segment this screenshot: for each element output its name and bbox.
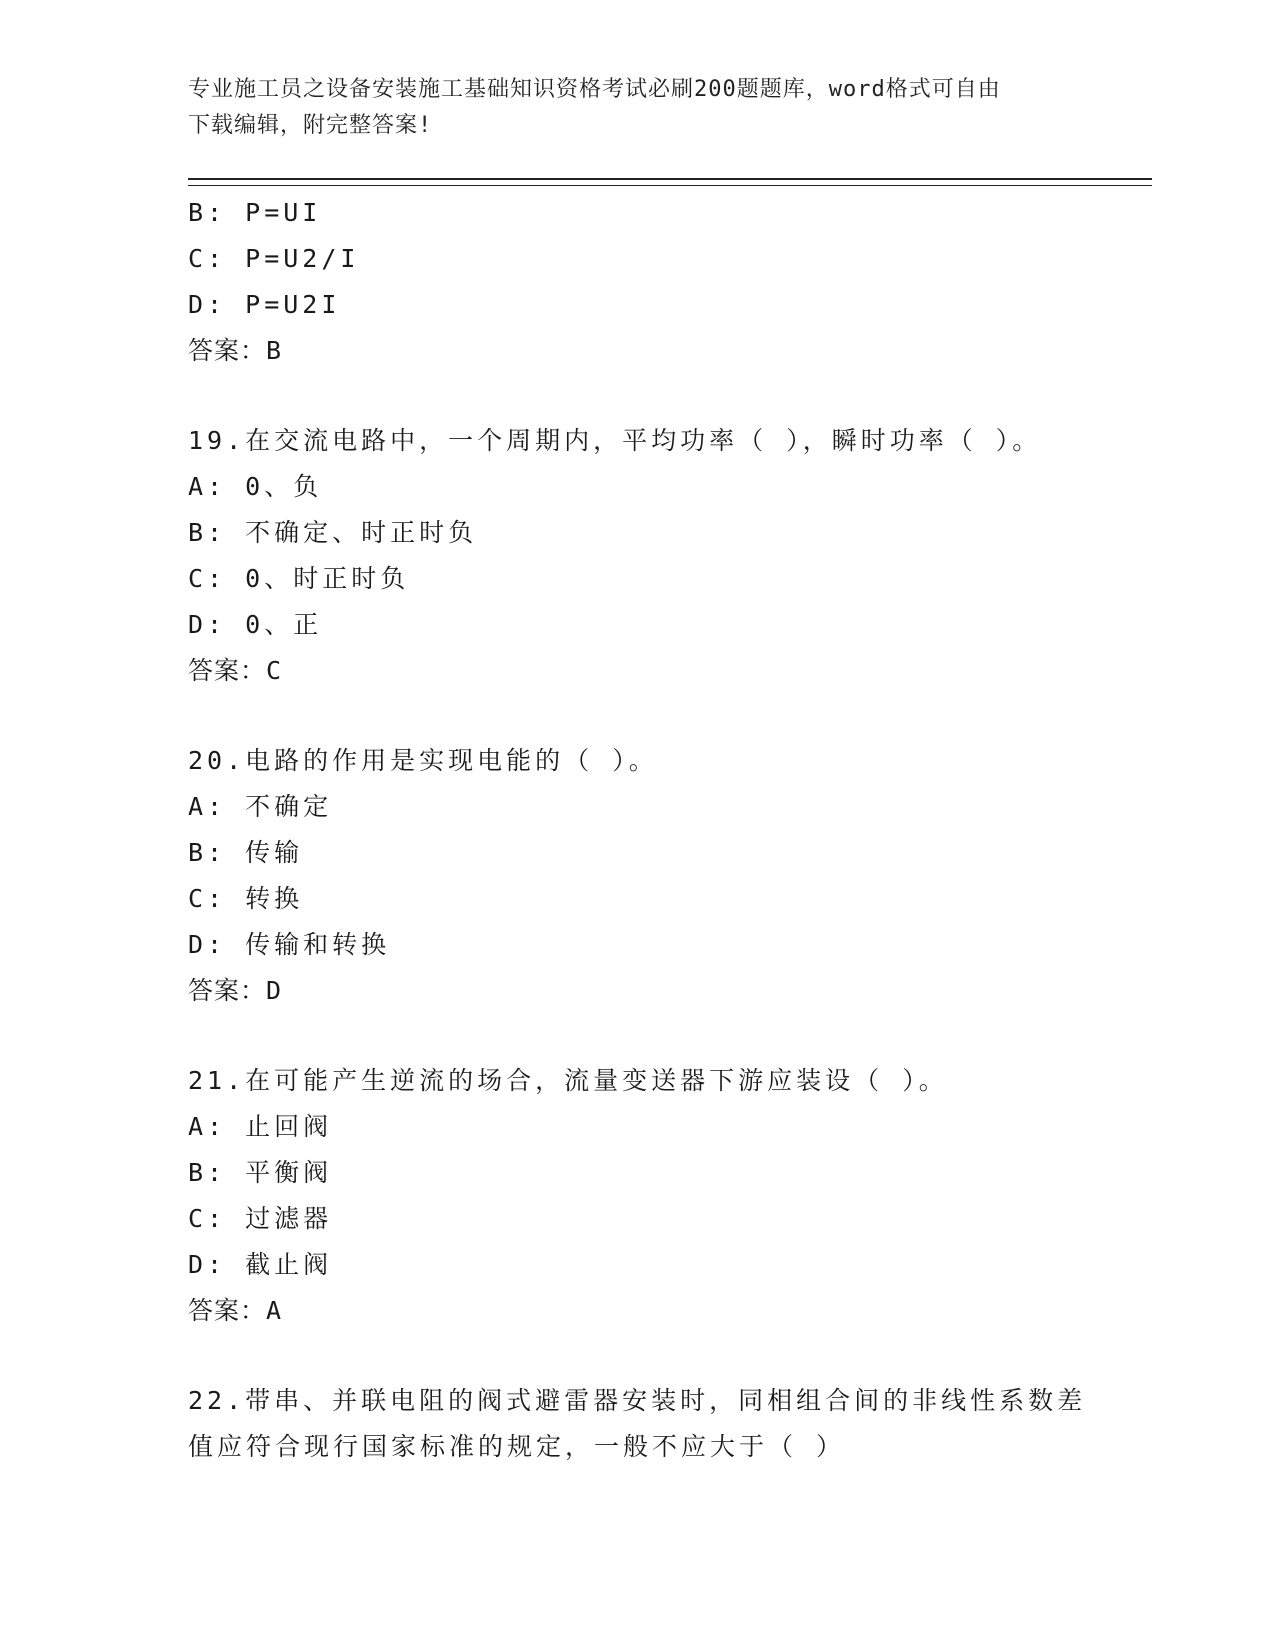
option-b: B: 不确定、时正时负 bbox=[188, 518, 478, 547]
answer-line: 答案：B bbox=[188, 336, 283, 365]
question-text: 19.在交流电路中，一个周期内，平均功率（ ），瞬时功率（ ）。 bbox=[188, 426, 1042, 455]
header-line-2: 下载编辑，附完整答案! bbox=[188, 113, 433, 138]
question-text: 20.电路的作用是实现电能的（ ）。 bbox=[188, 746, 658, 775]
question-text: 21.在可能产生逆流的场合，流量变送器下游应装设（ ）。 bbox=[188, 1066, 948, 1095]
header-divider bbox=[188, 178, 1152, 186]
header-line-1: 专业施工员之设备安装施工基础知识资格考试必刷200题题库，word格式可自由 bbox=[188, 77, 1001, 102]
option-a: A: 止回阀 bbox=[188, 1112, 333, 1141]
option-c: C: 0、时正时负 bbox=[188, 564, 410, 593]
question-19 bbox=[188, 418, 1152, 694]
option-d: D: P=U2I bbox=[188, 290, 341, 319]
option-c: C: 过滤器 bbox=[188, 1204, 333, 1233]
answer-line: 答案：D bbox=[188, 976, 283, 1005]
question-21 bbox=[188, 1058, 1152, 1334]
question-20 bbox=[188, 738, 1152, 1014]
option-b: B: P=UI bbox=[188, 198, 322, 227]
option-c: C: P=U2/I bbox=[188, 244, 360, 273]
option-b: B: 传输 bbox=[188, 838, 304, 867]
option-d: D: 0、正 bbox=[188, 610, 323, 639]
answer-line: 答案：C bbox=[188, 656, 283, 685]
question-list bbox=[188, 190, 1152, 1470]
answer-line: 答案：A bbox=[188, 1296, 283, 1325]
option-b: B: 平衡阀 bbox=[188, 1158, 333, 1187]
option-a: A: 0、负 bbox=[188, 472, 323, 501]
question-22 bbox=[188, 1378, 1152, 1470]
option-d: D: 传输和转换 bbox=[188, 930, 391, 959]
document-header bbox=[188, 72, 1068, 144]
option-c: C: 转换 bbox=[188, 884, 304, 913]
question-text: 22.带串、并联电阻的阀式避雷器安装时，同相组合间的非线性系数差值应符合现行国家标准的规定，一般不应大于（ ） bbox=[188, 1386, 1087, 1461]
option-d: D: 截止阀 bbox=[188, 1250, 333, 1279]
option-a: A: 不确定 bbox=[188, 792, 333, 821]
question-18-continued bbox=[188, 190, 1152, 374]
